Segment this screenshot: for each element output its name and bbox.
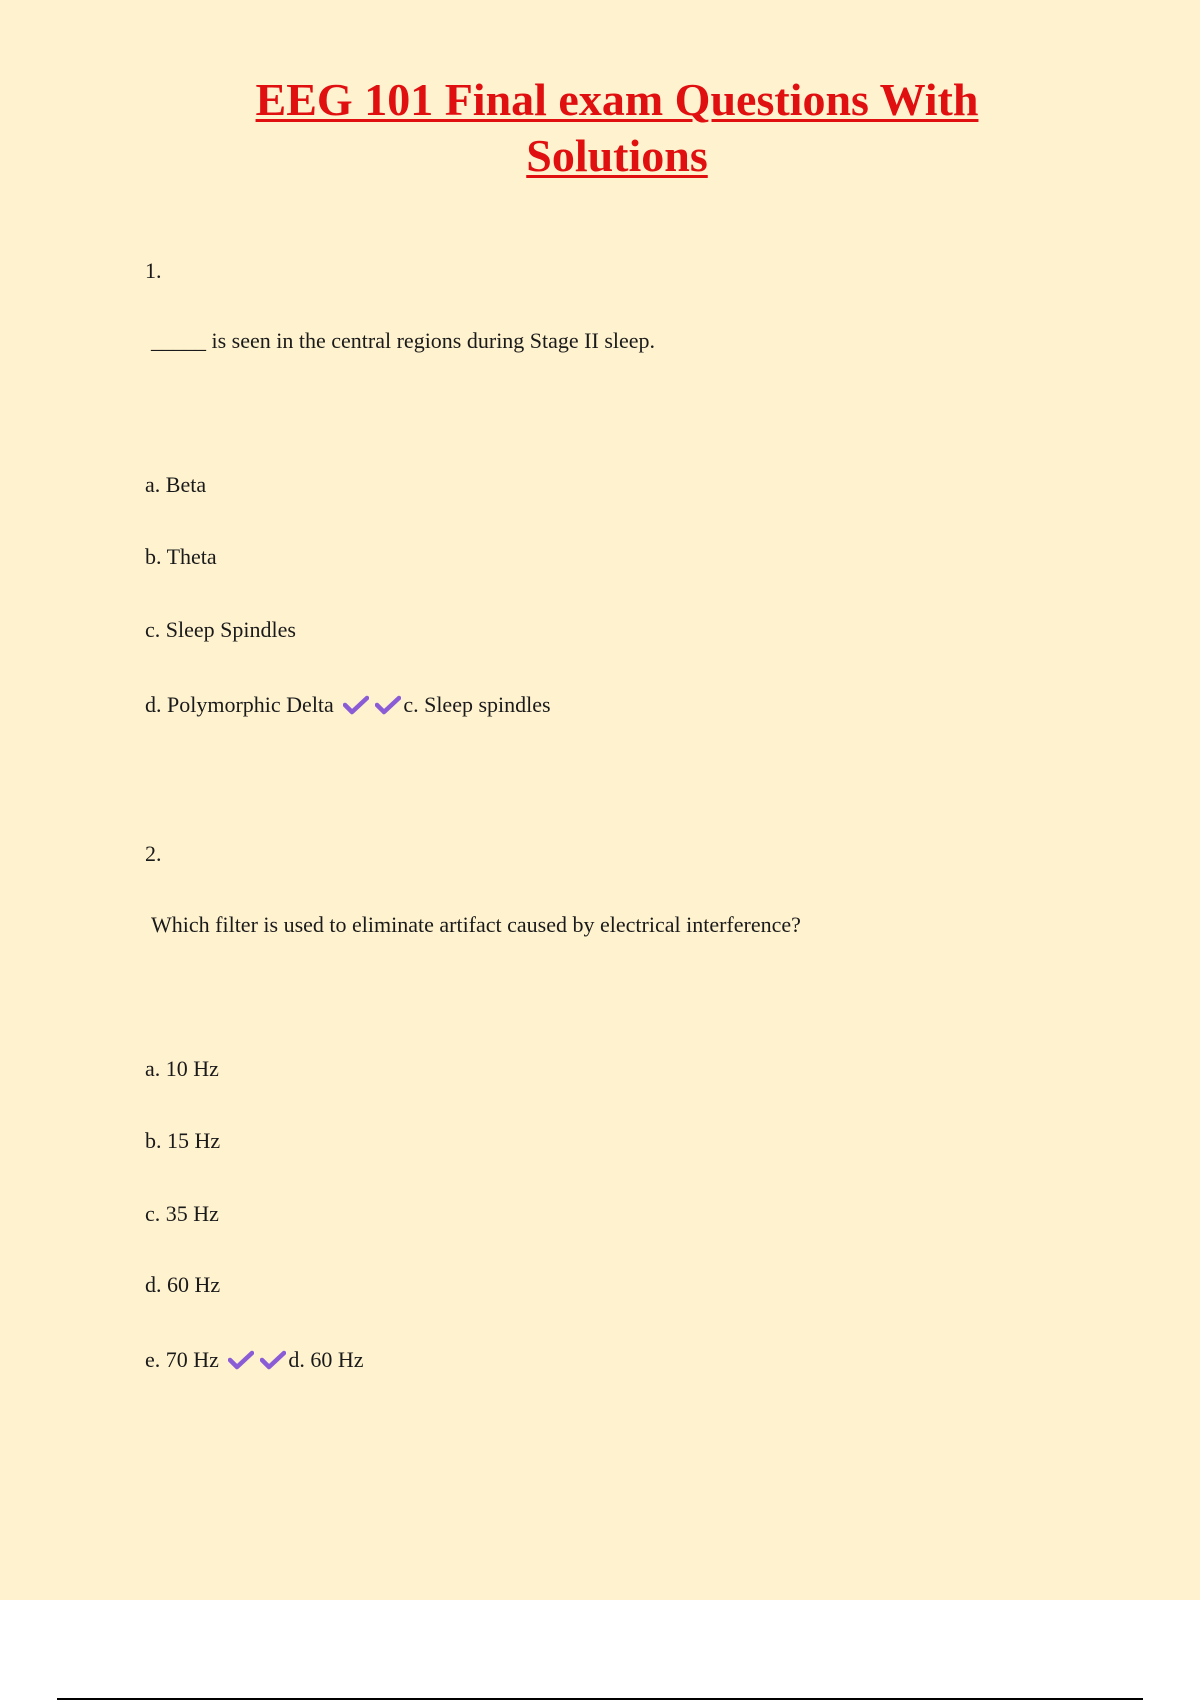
question-1-text: _____ is seen in the central regions during Stage II sleep. <box>151 328 656 353</box>
question-2-option-d: d. 60 Hz <box>145 1272 221 1297</box>
document-title <box>0 72 1200 184</box>
check-icon <box>375 695 401 715</box>
question-1-option-d-row <box>145 691 551 719</box>
question-2-number: 2. <box>145 841 162 866</box>
question-2-option-a: a. 10 Hz <box>145 1056 219 1081</box>
check-icon <box>343 695 369 715</box>
question-1-option-a: a. Beta <box>145 472 207 497</box>
question-1-option-b: b. Theta <box>145 544 217 569</box>
title-line-1: EEG 101 Final exam Questions With <box>255 74 979 125</box>
question-1-number: 1. <box>145 258 162 283</box>
question-2-option-c: c. 35 Hz <box>145 1201 219 1226</box>
question-2-text: Which filter is used to eliminate artifact caused by electrical interference? <box>151 912 801 937</box>
title-line-2: Solutions <box>526 130 708 181</box>
question-2-option-e: e. 70 Hz <box>145 1347 219 1372</box>
question-1-answer: c. Sleep spindles <box>403 692 551 717</box>
question-1-option-c: c. Sleep Spindles <box>145 617 296 642</box>
check-icon <box>260 1350 286 1370</box>
question-1-option-d: d. Polymorphic Delta <box>145 692 334 717</box>
question-2-option-e-row <box>145 1346 364 1374</box>
question-2-option-b: b. 15 Hz <box>145 1128 221 1153</box>
check-icon <box>228 1350 254 1370</box>
question-2-answer: d. 60 Hz <box>288 1347 364 1372</box>
